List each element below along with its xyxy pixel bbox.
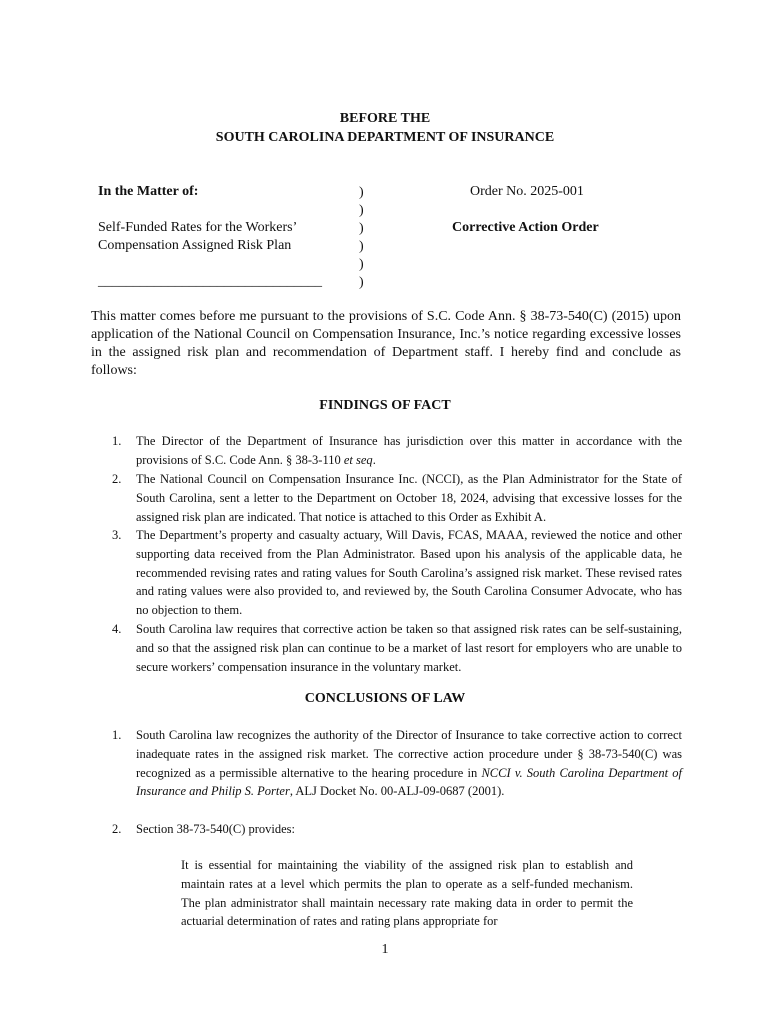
order-number: Order No. 2025-001 [470,184,584,199]
conclusion-number: 1. [112,728,122,742]
caption-paren: ) [359,257,364,272]
matter-label: In the Matter of: [98,184,199,199]
finding-item-4 [112,620,682,676]
page-number: 1 [381,942,389,957]
finding-text: The Director of the Department of Insurance has jurisdiction over this matter in accordance with the provisions of S.C. Code Ann. § 38-3-110 et seq. [136,434,682,467]
finding-number: 2. [112,472,122,486]
caption-paren: ) [359,275,364,290]
finding-number: 4. [112,622,122,636]
finding-item-1 [112,432,682,470]
heading-before-the: BEFORE THE [339,111,431,126]
finding-text: The Department’s property and casualty actuary, Will Davis, FCAS, MAAA, reviewed the notice and other supporting data received from the Plan Administrator. Based upon his analysis of the applicable data, he recommended revising rates and rating values for South Carolina’s assigned risk market. These revised rates and rating values were also provided to, and reviewed by, the South Carolina Consumer Advocate, who has no objection to them. [136,528,682,618]
intro-paragraph: This matter comes before me pursuant to the provisions of S.C. Code Ann. § 38-73-540(C) (2015) upon application of the National Council on Compensation Insurance, Inc.’s notice regarding excessive losses in the assigned risk plan and recommendation of Department staff. I hereby find and conclude as follows: [91,309,681,378]
caption-paren: ) [359,185,364,200]
conclusion-text: Section 38-73-540(C) provides: [136,822,296,836]
conclusion-item-2 [112,820,682,839]
caption-paren: ) [359,221,364,236]
order-title: Corrective Action Order [452,220,599,235]
finding-text: South Carolina law requires that corrective action be taken so that assigned risk rates can be self-sustaining, and so that the assigned risk plan can continue to be a market of last resort for employers who are unable to secure workers’ compensation insurance in the voluntary market. [136,622,682,674]
signature-line: ________________________________ [98,274,322,289]
conclusions-title: CONCLUSIONS OF LAW [304,691,466,706]
finding-item-2 [112,470,682,526]
finding-number: 3. [112,528,122,542]
heading-department: SOUTH CAROLINA DEPARTMENT OF INSURANCE [215,130,555,145]
findings-title: FINDINGS OF FACT [319,398,451,413]
caption-paren: ) [359,239,364,254]
finding-number: 1. [112,434,122,448]
finding-item-3 [112,526,682,620]
finding-text: The National Council on Compensation Insurance Inc. (NCCI), as the Plan Administrator for the State of South Carolina, sent a letter to the Department on October 18, 2024, advising that excessive losses for the assigned risk plan are indicated. That notice is attached to this Order as Exhibit A. [136,472,682,524]
statute-quote: It is essential for maintaining the viability of the assigned risk plan to establish and maintain rates at a level which permits the plan to operate as a self-funded mechanism. The plan administrator shall maintain necessary rate making data in order to permit the actuarial determination of rates and rating plans appropriate for [181,858,633,929]
subject-line-1: Self-Funded Rates for the Workers’ [98,220,298,235]
conclusion-item-1 [112,726,682,801]
conclusion-number: 2. [112,822,122,836]
caption-paren: ) [359,203,364,218]
conclusion-text: South Carolina law recognizes the authority of the Director of Insurance to take corrective action to correct inadequate rates in the assigned risk market. The corrective action procedure under § 38-73-540(C) was recognized as a permissible alternative to the hearing procedure in NCCI v. South Carolina Department of Insurance and Philip S. Porter, ALJ Docket No. 00-ALJ-09-0687 (2001). [136,728,682,799]
subject-line-2: Compensation Assigned Risk Plan [98,238,292,253]
